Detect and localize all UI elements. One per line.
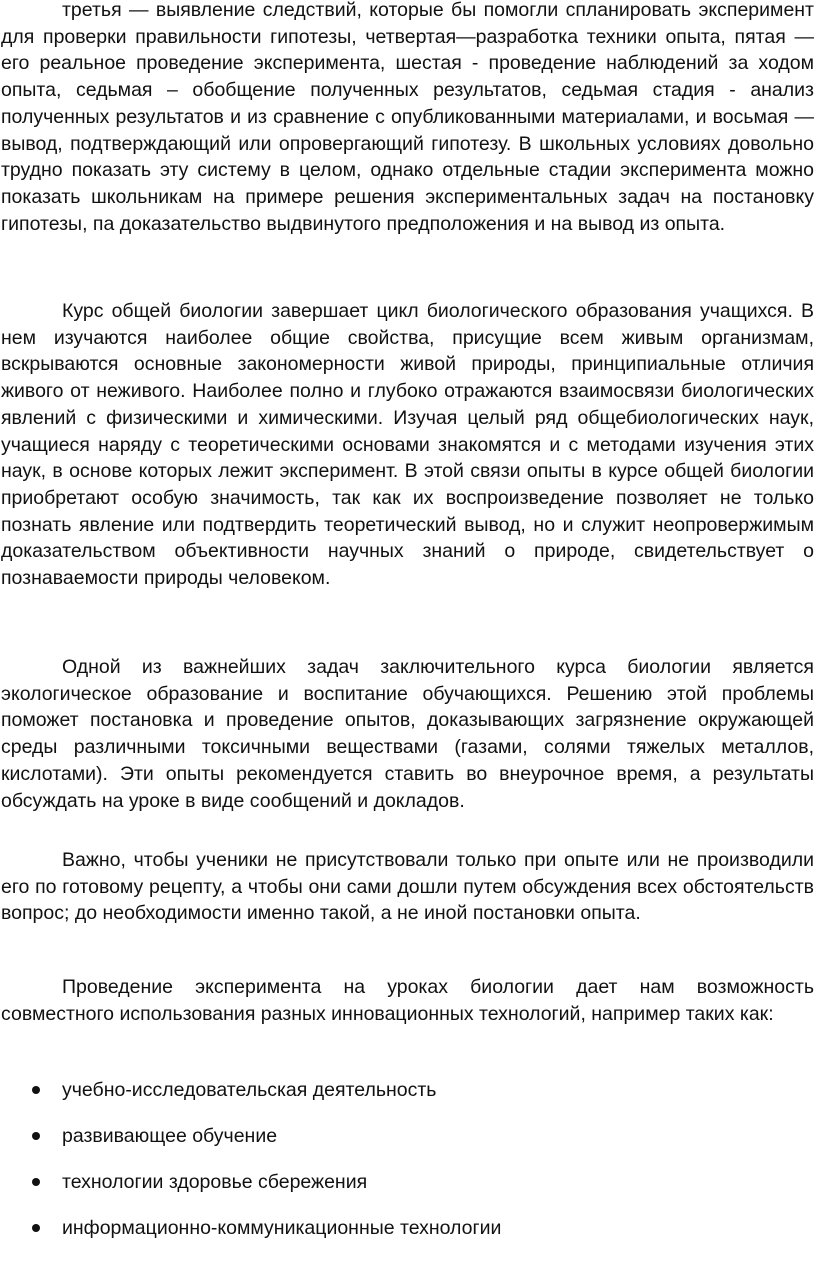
paragraph-innovative-technologies: Проведение эксперимента на уроках биологии дает нам возможность совместного использования разных инновационных технологий, например таких как: <box>1 976 814 1025</box>
paragraph-student-participation: Важно, чтобы ученики не присутствовали только при опыте или не производили его по готовому рецепту, а чтобы они сами дошли путем обсуждения всех обстоятельств вопрос; до необходимости именно такой, а не иной постановки опыта. <box>1 849 814 925</box>
list-item-label: учебно-исследовательская деятельность <box>62 1079 437 1101</box>
list-item-label: технологии здоровье сбережения <box>62 1171 368 1193</box>
list-item-label: развивающее обучение <box>62 1125 278 1147</box>
bullet-icon <box>32 1224 40 1232</box>
list-item <box>0 1123 816 1169</box>
paragraph-ecological-education: Одной из важнейших задач заключительного курса биологии является экологическое образование и воспитание обучающихся. Решению этой проблемы поможет постановка и проведение опытов, доказывающих загрязнение окружающей среды различными токсичными веществами (газами, солями тяжелых металлов, кислотами). Эти опыты рекомендуется ставить во внеурочное время, а результаты обсуждать на уроке в виде сообщений и докладов. <box>1 656 814 812</box>
technology-list <box>0 1077 816 1261</box>
paragraph-stages: третья — выявление следствий, которые бы помогли спланировать эксперимент для проверки правильности гипотезы, четвертая—разработка техники опыта, пятая — его реальное проведение эксперимента, шестая - проведение наблюдений за ходом опыта, седьмая – обобщение полученных результатов, седьмая стадия - анализ полученных результатов и из сравнение с опубликованными материалами, и восьмая — вывод, подтверждающий или опровергающий гипотезу. В школьных условиях довольно трудно показать эту систему в целом, однако отдельные стадии эксперимента можно показать школьникам на примере решения экспериментальных задач на постановку гипотезы, па доказательство выдвинутого предположения и на вывод из опыта. <box>1 0 814 235</box>
list-item <box>0 1169 816 1215</box>
bullet-icon <box>32 1178 40 1186</box>
paragraph-general-biology-course: Курс общей биологии завершает цикл биологического образования учащихся. В нем изучаются наиболее общие свойства, присущие всем живым организмам, вскрываются основные закономерности живой природы, принципиальные отличия живого от неживого. Наиболее полно и глубоко отражаются взаимосвязи биологических явлений с физическими и химическими. Изучая целый ряд общебиологических наук, учащиеся наряду с теоретическими основами знакомятся и с методами изучения этих наук, в основе которых лежит эксперимент. В этой связи опыты в курсе общей биологии приобретают особую значимость, так как их воспроизведение позволяет не только познать явление или подтвердить теоретический вывод, но и служит неопровержимым доказательством объективности научных знаний о природе, свидетельствует о познаваемости природы человеком. <box>1 300 814 590</box>
bullet-icon <box>32 1086 40 1094</box>
list-item-label: информационно-коммуникационные технологии <box>62 1217 502 1239</box>
list-item <box>0 1215 816 1261</box>
bullet-icon <box>32 1132 40 1140</box>
list-item <box>0 1077 816 1123</box>
